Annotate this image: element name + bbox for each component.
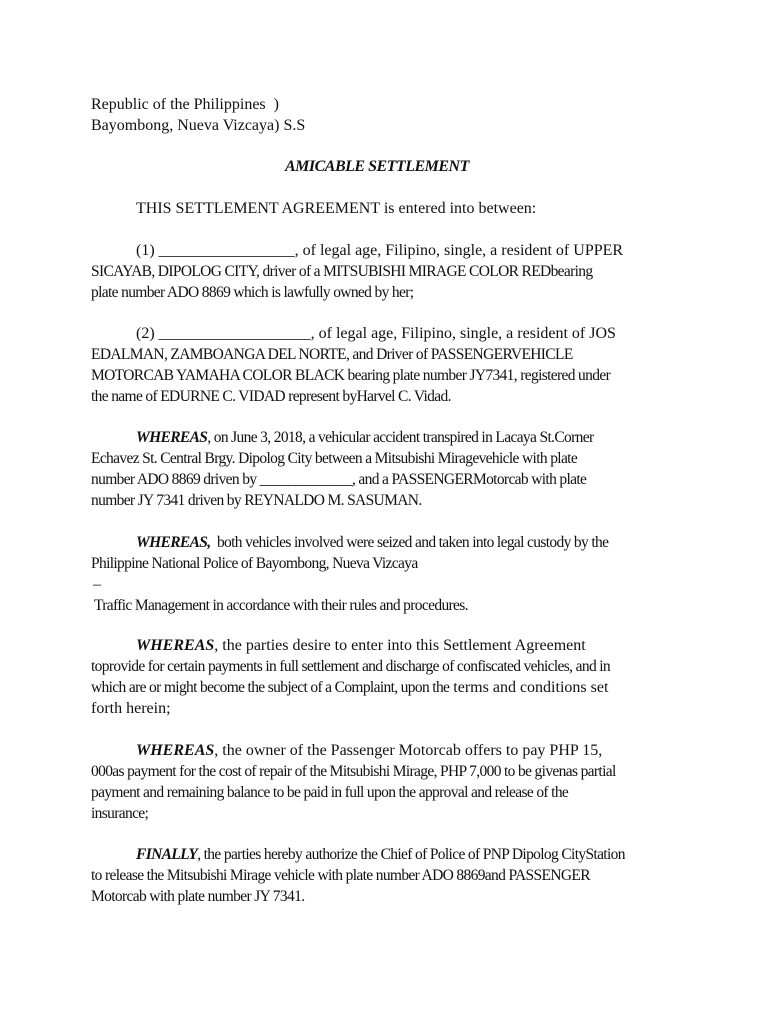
party2-line-1: (2) ___________________, of legal age, Filipino, single, a resident of JOS (136, 325, 616, 342)
party2-line-4: the name of EDURNE C. VIDAD represent byHarvel C. Vidad. (91, 388, 451, 405)
whereas3-line-1-text: , the parties desire to enter into this Settlement Agreement (214, 637, 586, 654)
whereas2-lead: WHEREAS, (136, 534, 211, 551)
party2-line-2: EDALMAN, ZAMBOANGA DEL NORTE, and Driver of PASSENGERVEHICLE (91, 346, 573, 363)
whereas4-line-4: insurance; (91, 805, 149, 822)
whereas2-line-1-text: both vehicles involved were seized and taken into legal custody by the (210, 534, 609, 551)
whereas3-line-1 (136, 635, 586, 656)
document-title: AMICABLE SETTLEMENT (285, 158, 469, 175)
whereas4-line-1 (136, 740, 602, 761)
whereas1-line-2: Echavez St. Central Brgy. Dipolog City between a Mitsubishi Miragevehicle with plate (91, 450, 578, 467)
header-line-1: Republic of the Philippines ) (91, 96, 279, 113)
finally-line-1 (136, 844, 625, 865)
whereas3-line-2: toprovide for certain payments in full settlement and discharge of confiscated vehicles, and in (91, 658, 611, 675)
whereas3-lead: WHEREAS (136, 637, 215, 654)
finally-lead: FINALLY (136, 846, 198, 863)
whereas4-line-3: payment and remaining balance to be paid in full upon the approval and release of the (91, 784, 569, 801)
whereas3-line-3a: which are or might become the subject of a Complaint, upon the (91, 679, 450, 696)
party1-line-2: SICAYAB, DIPOLOG CITY, driver of a MITSUBISHI MIRAGE COLOR REDbearing (91, 263, 593, 280)
party1-line-1: (1) _________________, of legal age, Filipino, single, a resident of UPPER (136, 242, 624, 259)
whereas2-line-4: Traffic Management in accordance with their rules and procedures. (91, 597, 468, 614)
party2-line-3: MOTORCAB YAMAHA COLOR BLACK bearing plate number JY7341, registered under (91, 367, 611, 384)
whereas4-line-1-text: , the owner of the Passenger Motorcab offers to pay PHP 15, (214, 742, 603, 759)
whereas2-line-1 (136, 532, 608, 553)
whereas1-line-3: number ADO 8869 driven by _____________, and a PASSENGERMotorcab with plate (91, 471, 587, 488)
intro-paragraph: THIS SETTLEMENT AGREEMENT is entered into between: (136, 200, 537, 217)
whereas1-lead: WHEREAS (136, 429, 208, 446)
finally-line-3: Motorcab with plate number JY 7341. (91, 888, 305, 905)
finally-line-2: to release the Mitsubishi Mirage vehicle with plate number ADO 8869and PASSENGER (91, 867, 590, 884)
whereas4-lead: WHEREAS (136, 742, 215, 759)
whereas4-line-2: 000as payment for the cost of repair of the Mitsubishi Mirage, PHP 7,000 to be givenas partial (91, 763, 616, 780)
finally-line-1-text: , the parties hereby authorize the Chief of Police of PNP Dipolog CityStation (197, 846, 625, 863)
header-line-2: Bayombong, Nueva Vizcaya) S.S (91, 117, 306, 134)
whereas3-line-3b: terms and conditions set (449, 679, 609, 696)
whereas2-dash: – (93, 576, 101, 593)
whereas3-line-3 (91, 677, 608, 698)
whereas2-line-2: Philippine National Police of Bayombong, Nueva Vizcaya (91, 555, 418, 572)
whereas3-line-4: forth herein; (91, 700, 171, 717)
party1-line-3: plate number ADO 8869 which is lawfully owned by her; (91, 284, 414, 301)
whereas1-line-4: number JY 7341 driven by REYNALDO M. SASUMAN. (91, 492, 422, 509)
whereas1-line-1 (136, 427, 593, 448)
whereas1-line-1-text: , on June 3, 2018, a vehicular accident transpired in Lacaya St.Corner (207, 429, 594, 446)
